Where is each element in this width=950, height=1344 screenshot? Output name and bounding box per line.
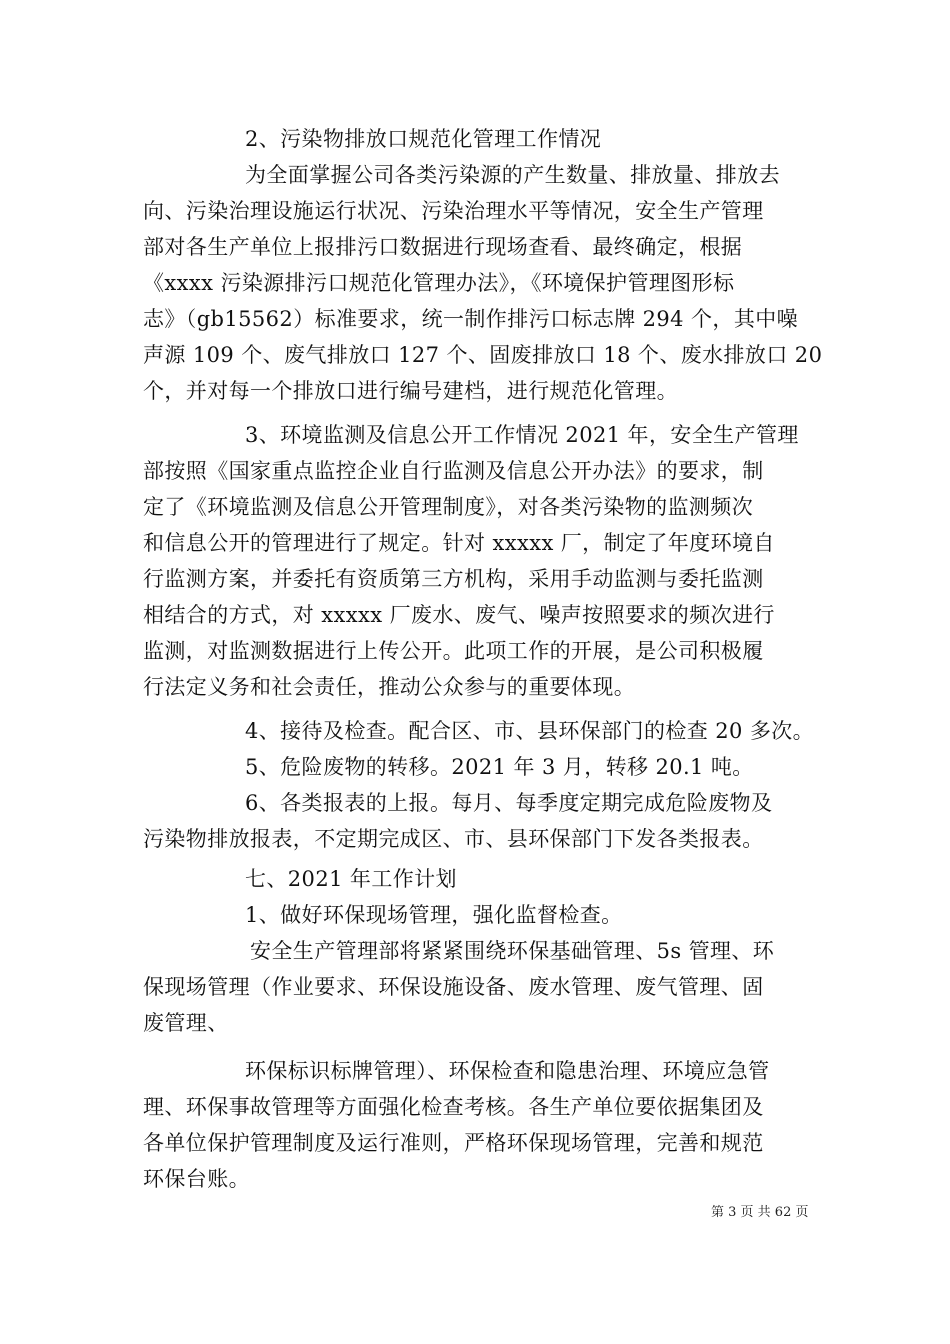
paragraph-line: 向、污染治理设施运行状况、污染治理水平等情况，安全生产管理 bbox=[143, 199, 764, 223]
page-number-footer: 第 3 页 共 62 页 bbox=[711, 1205, 809, 1220]
paragraph-line: 部对各生产单位上报排污口数据进行现场查看、最终确定，根据 bbox=[143, 235, 743, 259]
paragraph-line: 行监测方案，并委托有资质第三方机构，采用手动监测与委托监测 bbox=[143, 567, 764, 591]
paragraph-line: 安全生产管理部将紧紧围绕环保基础管理、5s 管理、环 bbox=[250, 939, 775, 963]
paragraph-line: 为全面掌握公司各类污染源的产生数量、排放量、排放去 bbox=[245, 163, 780, 187]
paragraph-line: 污染物排放报表，不定期完成区、市、县环保部门下发各类报表。 bbox=[143, 827, 764, 851]
paragraph-line: 和信息公开的管理进行了规定。针对 xxxxx 厂，制定了年度环境自 bbox=[143, 531, 775, 555]
item-reception-inspection: 4、接待及检查。配合区、市、县环保部门的检查 20 多次。 bbox=[245, 719, 815, 743]
paragraph-line: 《xxxx 污染源排污口规范化管理办法》，《环境保护管理图形标 bbox=[143, 271, 735, 295]
paragraph-line: 理、环保事故管理等方面强化检查考核。各生产单位要依据集团及 bbox=[143, 1095, 764, 1119]
paragraph-line: 环保台账。 bbox=[143, 1167, 250, 1191]
heading-pollutant-outlet: 2、污染物排放口规范化管理工作情况 bbox=[245, 127, 602, 151]
paragraph-line: 废管理、 bbox=[143, 1011, 229, 1035]
paragraph-line: 各单位保护管理制度及运行准则，严格环保现场管理，完善和规范 bbox=[143, 1131, 764, 1155]
item-reports: 6、各类报表的上报。每月、每季度定期完成危险废物及 bbox=[245, 791, 773, 815]
paragraph-line: 声源 109 个、废气排放口 127 个、固废排放口 18 个、废水排放口 20 bbox=[143, 343, 823, 367]
heading-monitoring: 3、环境监测及信息公开工作情况 2021 年，安全生产管理 bbox=[245, 423, 799, 447]
plan-item-heading: 1、做好环保现场管理，强化监督检查。 bbox=[245, 903, 623, 927]
item-hazardous-waste: 5、危险废物的转移。2021 年 3 月，转移 20.1 吨。 bbox=[245, 755, 754, 779]
paragraph-line: 个，并对每一个排放口进行编号建档，进行规范化管理。 bbox=[143, 379, 678, 403]
paragraph-line: 部按照《国家重点监控企业自行监测及信息公开办法》的要求，制 bbox=[143, 459, 764, 483]
paragraph-line: 定了《环境监测及信息公开管理制度》，对各类污染物的监测频次 bbox=[143, 495, 754, 519]
section-heading-plan: 七、2021 年工作计划 bbox=[245, 867, 457, 891]
paragraph-line: 相结合的方式，对 xxxxx 厂废水、废气、噪声按照要求的频次进行 bbox=[143, 603, 775, 627]
paragraph-line: 监测，对监测数据进行上传公开。此项工作的开展，是公司积极履 bbox=[143, 639, 764, 663]
paragraph-line: 保现场管理（作业要求、环保设施设备、废水管理、废气管理、固 bbox=[143, 975, 764, 999]
paragraph-line: 环保标识标牌管理）、环保检查和隐患治理、环境应急管 bbox=[245, 1059, 770, 1083]
paragraph-line: 行法定义务和社会责任，推动公众参与的重要体现。 bbox=[143, 675, 636, 699]
paragraph-line: 志》（gb15562）标准要求，统一制作排污口标志牌 294 个，其中噪 bbox=[143, 307, 799, 331]
